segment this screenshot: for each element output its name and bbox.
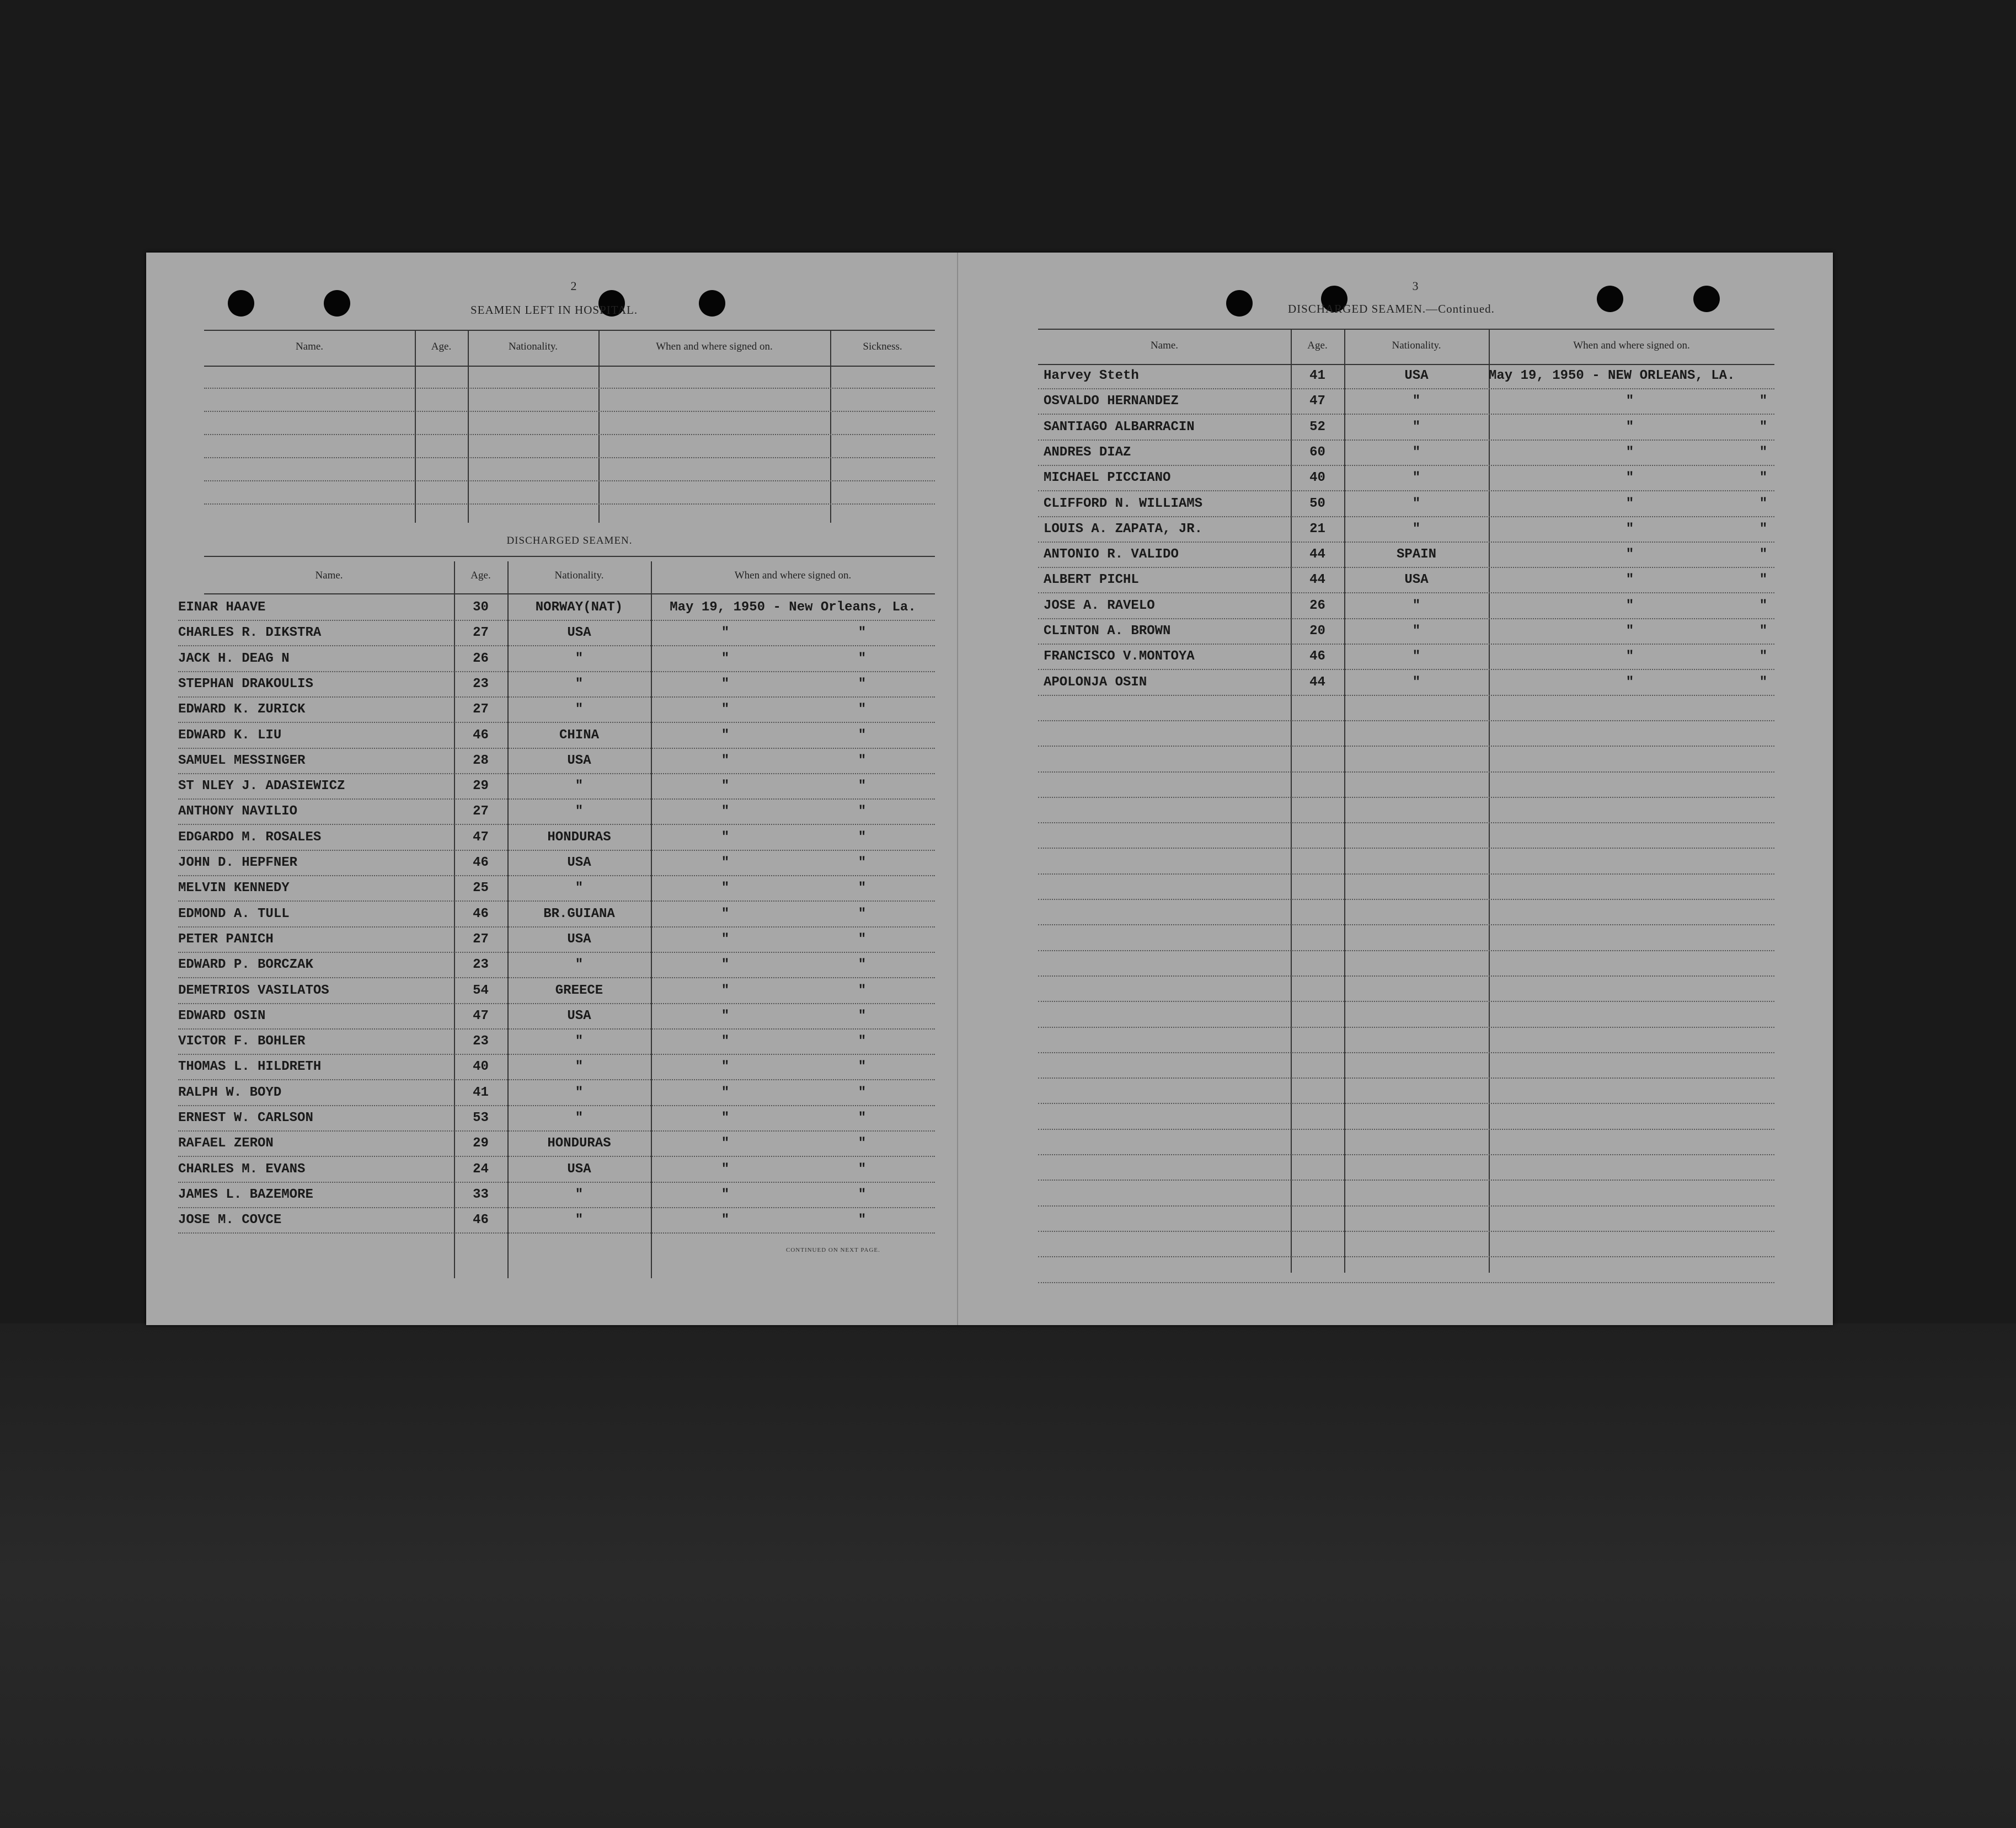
- seaman-nationality: CHINA: [559, 727, 599, 743]
- ditto-mark: ": [721, 727, 730, 743]
- ditto-mark: ": [721, 829, 730, 845]
- seaman-nationality: ": [575, 1085, 584, 1100]
- ruled-line: [178, 1130, 935, 1132]
- ruled-line: [1038, 924, 1774, 925]
- seaman-nationality: HONDURAS: [547, 1136, 611, 1151]
- ruled-line: [1038, 950, 1774, 951]
- seaman-age: 54: [473, 983, 489, 998]
- ruled-line: [1038, 1256, 1774, 1257]
- ditto-mark: ": [1759, 419, 1768, 435]
- right-page: [958, 253, 1833, 1325]
- ruled-line: [1038, 848, 1774, 849]
- document-sheet: [146, 253, 1833, 1325]
- header-signed-on: When and where signed on.: [656, 341, 773, 352]
- ditto-mark: ": [1759, 444, 1768, 460]
- ditto-mark: ": [858, 1085, 867, 1100]
- seaman-nationality: ": [575, 957, 584, 973]
- ruled-line: [178, 977, 935, 978]
- column-divider: [598, 330, 600, 523]
- ditto-mark: ": [721, 1213, 730, 1228]
- seaman-age: 25: [473, 881, 489, 896]
- ditto-mark: ": [1759, 649, 1768, 664]
- header-nationality: Nationality.: [554, 570, 604, 581]
- seaman-nationality: ": [1412, 470, 1421, 486]
- seaman-age: 33: [473, 1187, 489, 1202]
- ditto-mark: ": [721, 855, 730, 870]
- ruled-line: [1038, 439, 1774, 441]
- seaman-age: 60: [1309, 444, 1325, 460]
- seaman-name: ALBERT PICHL: [1044, 572, 1139, 588]
- ruled-line: [178, 722, 935, 723]
- seaman-name: SANTIAGO ALBARRACIN: [1044, 419, 1195, 435]
- ruled-line: [1038, 669, 1774, 670]
- seaman-age: 46: [473, 727, 489, 743]
- ruled-line: [178, 1003, 935, 1004]
- ditto-mark: ": [721, 1111, 730, 1125]
- header-name: Name.: [1150, 340, 1179, 351]
- ditto-mark: ": [721, 983, 730, 998]
- seaman-name: EINAR HAAVE: [178, 600, 266, 615]
- seaman-age: 40: [473, 1059, 489, 1075]
- seaman-nationality: USA: [567, 625, 591, 641]
- page-number: 2: [570, 279, 577, 293]
- ruled-line: [1038, 1129, 1774, 1130]
- ruled-line: [178, 773, 935, 774]
- column-divider: [468, 330, 469, 523]
- column-divider: [830, 330, 831, 523]
- seaman-name: ANDRES DIAZ: [1044, 444, 1131, 460]
- ditto-mark: ": [1759, 572, 1768, 588]
- ruled-line: [1038, 1103, 1774, 1104]
- seaman-age: 23: [473, 1034, 489, 1049]
- ditto-mark: ": [858, 779, 867, 794]
- seaman-age: 27: [473, 804, 489, 819]
- seaman-name: EDWARD P. BORCZAK: [178, 957, 313, 973]
- ditto-mark: ": [721, 1085, 730, 1100]
- seaman-name: EDWARD OSIN: [178, 1008, 266, 1023]
- table-rule: [204, 556, 935, 557]
- ruled-line: [1038, 542, 1774, 543]
- seaman-nationality: USA: [1404, 368, 1429, 383]
- ruled-line: [178, 798, 935, 800]
- ditto-mark: ": [1625, 394, 1634, 409]
- seaman-name: CLINTON A. BROWN: [1044, 624, 1171, 639]
- seaman-name: EDWARD K. LIU: [178, 727, 282, 743]
- seaman-nationality: USA: [567, 753, 591, 768]
- seaman-age: 46: [1309, 649, 1325, 664]
- seaman-name: EDGARDO M. ROSALES: [178, 829, 322, 845]
- ditto-mark: ": [1625, 674, 1634, 690]
- ditto-mark: ": [858, 1187, 867, 1202]
- header-age: Age.: [1307, 340, 1328, 351]
- seaman-nationality: ": [575, 1111, 584, 1125]
- ditto-mark: ": [1759, 496, 1768, 511]
- ruled-line: [1038, 567, 1774, 568]
- ditto-mark: ": [858, 1008, 867, 1023]
- ditto-mark: ": [858, 957, 867, 973]
- ruled-line: [178, 1232, 935, 1234]
- seaman-age: 50: [1309, 496, 1325, 511]
- ditto-mark: ": [858, 1136, 867, 1151]
- ruled-line: [178, 1105, 935, 1106]
- ruled-line: [204, 434, 935, 435]
- seaman-name: CHARLES R. DIKSTRA: [178, 625, 322, 641]
- ruled-line: [1038, 490, 1774, 491]
- ditto-mark: ": [858, 727, 867, 743]
- ruled-line: [1038, 1282, 1774, 1283]
- ruled-line: [1038, 1027, 1774, 1028]
- seaman-age: 46: [473, 855, 489, 870]
- ditto-mark: ": [1625, 470, 1634, 486]
- ruled-line: [178, 1156, 935, 1157]
- ruled-line: [178, 645, 935, 646]
- ruled-line: [178, 1207, 935, 1208]
- seaman-age: 24: [473, 1161, 489, 1177]
- seaman-nationality: ": [575, 676, 584, 691]
- ditto-mark: ": [1625, 598, 1634, 613]
- seaman-nationality: ": [1412, 674, 1421, 690]
- ditto-mark: ": [721, 906, 730, 921]
- seaman-nationality: ": [1412, 624, 1421, 639]
- ditto-mark: ": [1759, 547, 1768, 562]
- seaman-nationality: HONDURAS: [547, 829, 611, 845]
- ditto-mark: ": [721, 1034, 730, 1049]
- seaman-name: MICHAEL PICCIANO: [1044, 470, 1171, 486]
- ruled-line: [1038, 797, 1774, 798]
- seaman-nationality: NORWAY(NAT): [535, 600, 623, 615]
- seaman-name: JOSE A. RAVELO: [1044, 598, 1155, 613]
- seaman-age: 27: [473, 625, 489, 641]
- page-number: 3: [1412, 279, 1419, 293]
- ruled-line: [1038, 771, 1774, 773]
- ruled-line: [178, 671, 935, 672]
- seaman-age: 53: [473, 1111, 489, 1125]
- ruled-line: [1038, 388, 1774, 389]
- discharged-section-title: DISCHARGED SEAMEN.: [506, 535, 633, 546]
- signed-on: May 19, 1950 - New Orleans, La.: [670, 600, 916, 615]
- ruled-line: [1038, 465, 1774, 466]
- ditto-mark: ": [1625, 624, 1634, 639]
- column-divider: [651, 561, 652, 1278]
- continued-section-title: DISCHARGED SEAMEN.—Continued.: [1288, 302, 1495, 315]
- seaman-nationality: ": [1412, 394, 1421, 409]
- ditto-mark: ": [858, 1111, 867, 1125]
- ditto-mark: ": [721, 881, 730, 896]
- ruled-line: [178, 875, 935, 876]
- header-signed-on: When and where signed on.: [734, 570, 852, 581]
- ditto-mark: ": [858, 702, 867, 717]
- ditto-mark: ": [721, 779, 730, 794]
- seaman-name: RAFAEL ZERON: [178, 1136, 274, 1151]
- ditto-mark: ": [721, 702, 730, 717]
- seaman-nationality: ": [575, 1034, 584, 1049]
- seaman-name: THOMAS L. HILDRETH: [178, 1059, 322, 1075]
- header-sickness: Sickness.: [863, 341, 902, 352]
- ruled-line: [1038, 1205, 1774, 1207]
- seaman-age: 27: [473, 931, 489, 947]
- seaman-name: PETER PANICH: [178, 931, 274, 947]
- ruled-line: [204, 411, 935, 412]
- ruled-line: [178, 1028, 935, 1030]
- ruled-line: [178, 748, 935, 749]
- seaman-name: EDWARD K. ZURICK: [178, 702, 306, 717]
- ruled-line: [1038, 695, 1774, 696]
- ditto-mark: ": [858, 753, 867, 768]
- column-divider: [415, 330, 416, 523]
- seaman-name: ANTHONY NAVILIO: [178, 804, 298, 819]
- ditto-mark: ": [721, 753, 730, 768]
- ditto-mark: ": [858, 676, 867, 691]
- seaman-nationality: ": [1412, 419, 1421, 435]
- ruled-line: [178, 900, 935, 902]
- table-rule: [1038, 364, 1774, 365]
- seaman-age: 47: [473, 1008, 489, 1023]
- ditto-mark: ": [1625, 444, 1634, 460]
- ditto-mark: ": [858, 1213, 867, 1228]
- seaman-name: MELVIN KENNEDY: [178, 881, 290, 896]
- seaman-name: Harvey Steth: [1044, 368, 1139, 383]
- ruled-line: [1038, 720, 1774, 721]
- ditto-mark: ": [721, 1161, 730, 1177]
- seaman-age: 44: [1309, 547, 1325, 562]
- ditto-mark: ": [858, 1034, 867, 1049]
- ditto-mark: ": [858, 1059, 867, 1075]
- column-divider: [1489, 330, 1490, 1273]
- seaman-name: ERNEST W. CARLSON: [178, 1111, 313, 1125]
- seaman-age: 41: [473, 1085, 489, 1100]
- table-rule: [204, 366, 935, 367]
- ruled-line: [178, 620, 935, 621]
- ruled-line: [178, 1079, 935, 1080]
- seaman-age: 44: [1309, 674, 1325, 690]
- ditto-mark: ": [1759, 598, 1768, 613]
- ruled-line: [178, 926, 935, 928]
- ditto-mark: ": [858, 881, 867, 896]
- seaman-nationality: BR.GUIANA: [543, 906, 615, 921]
- seaman-name: FRANCISCO V.MONTOYA: [1044, 649, 1195, 664]
- seaman-name: EDMOND A. TULL: [178, 906, 290, 921]
- ditto-mark: ": [858, 855, 867, 870]
- ruled-line: [1038, 899, 1774, 900]
- ditto-mark: ": [721, 1136, 730, 1151]
- seaman-nationality: ": [1412, 598, 1421, 613]
- seaman-age: 46: [473, 1213, 489, 1228]
- seaman-name: JOHN D. HEPFNER: [178, 855, 298, 870]
- ruled-line: [1038, 1001, 1774, 1002]
- seaman-name: APOLONJA OSIN: [1044, 674, 1147, 690]
- seaman-name: JOSE M. COVCE: [178, 1213, 282, 1228]
- header-age: Age.: [470, 570, 491, 581]
- ruled-line: [204, 457, 935, 458]
- seaman-age: 23: [473, 957, 489, 973]
- ruled-line: [178, 850, 935, 851]
- seaman-age: 52: [1309, 419, 1325, 435]
- ruled-line: [178, 952, 935, 953]
- seaman-nationality: ": [575, 651, 584, 666]
- ruled-line: [1038, 592, 1774, 593]
- seaman-age: 21: [1309, 521, 1325, 537]
- seaman-age: 41: [1309, 368, 1325, 383]
- ditto-mark: ": [858, 829, 867, 845]
- seaman-age: 40: [1309, 470, 1325, 486]
- left-page: [146, 253, 957, 1325]
- seaman-age: 30: [473, 600, 489, 615]
- seaman-nationality: GREECE: [555, 983, 603, 998]
- ruled-line: [178, 824, 935, 825]
- header-signed-on: When and where signed on.: [1573, 340, 1690, 351]
- ruled-line: [204, 480, 935, 481]
- table-rule: [1038, 329, 1774, 330]
- ditto-mark: ": [1625, 547, 1634, 562]
- seaman-name: ANTONIO R. VALIDO: [1044, 547, 1179, 562]
- seaman-age: 44: [1309, 572, 1325, 588]
- seaman-nationality: ": [575, 779, 584, 794]
- ruled-line: [1038, 414, 1774, 415]
- seaman-name: JACK H. DEAG N: [178, 651, 290, 666]
- seaman-nationality: SPAIN: [1396, 547, 1436, 562]
- seaman-age: 23: [473, 676, 489, 691]
- seaman-age: 47: [1309, 394, 1325, 409]
- seaman-nationality: USA: [567, 931, 591, 947]
- ditto-mark: ": [1759, 624, 1768, 639]
- ruled-line: [1038, 1231, 1774, 1232]
- ruled-line: [1038, 873, 1774, 875]
- seaman-nationality: ": [1412, 496, 1421, 511]
- ditto-mark: ": [1759, 394, 1768, 409]
- ditto-mark: ": [721, 1187, 730, 1202]
- ditto-mark: ": [1625, 649, 1634, 664]
- seaman-nationality: USA: [567, 1161, 591, 1177]
- dark-background: [0, 1323, 2016, 1828]
- seaman-age: 29: [473, 779, 489, 794]
- seaman-name: JAMES L. BAZEMORE: [178, 1187, 313, 1202]
- ruled-line: [178, 1182, 935, 1183]
- ruled-line: [1038, 1180, 1774, 1181]
- seaman-name: VICTOR F. BOHLER: [178, 1034, 306, 1049]
- ditto-mark: ": [858, 1161, 867, 1177]
- seaman-age: 26: [1309, 598, 1325, 613]
- continued-note: CONTINUED ON NEXT PAGE.: [786, 1247, 880, 1253]
- header-name: Name.: [295, 341, 324, 352]
- header-nationality: Nationality.: [1392, 340, 1441, 351]
- ditto-mark: ": [721, 1008, 730, 1023]
- ditto-mark: ": [721, 957, 730, 973]
- seaman-name: RALPH W. BOYD: [178, 1085, 282, 1100]
- ditto-mark: ": [721, 625, 730, 641]
- ditto-mark: ": [858, 983, 867, 998]
- ditto-mark: ": [858, 651, 867, 666]
- ruled-line: [204, 503, 935, 505]
- seaman-age: 26: [473, 651, 489, 666]
- ditto-mark: ": [721, 804, 730, 819]
- header-name: Name.: [315, 570, 343, 581]
- seaman-nationality: USA: [567, 855, 591, 870]
- ruled-line: [1038, 975, 1774, 977]
- ditto-mark: ": [858, 906, 867, 921]
- ditto-mark: ": [1759, 470, 1768, 486]
- hospital-section-title: SEAMEN LEFT IN HOSPITAL.: [470, 303, 638, 317]
- seaman-name: ST NLEY J. ADASIEWICZ: [178, 779, 345, 794]
- seaman-name: DEMETRIOS VASILATOS: [178, 983, 329, 998]
- seaman-age: 20: [1309, 624, 1325, 639]
- header-age: Age.: [431, 341, 452, 352]
- ruled-line: [1038, 746, 1774, 747]
- seaman-age: 29: [473, 1136, 489, 1151]
- table-rule: [204, 330, 935, 331]
- seaman-age: 28: [473, 753, 489, 768]
- seaman-age: 27: [473, 702, 489, 717]
- seaman-nationality: USA: [567, 1008, 591, 1023]
- seaman-nationality: ": [575, 1213, 584, 1228]
- seaman-nationality: ": [1412, 521, 1421, 537]
- ruled-line: [1038, 644, 1774, 645]
- ruled-line: [1038, 1077, 1774, 1079]
- ditto-mark: ": [721, 1059, 730, 1075]
- ditto-mark: ": [1625, 419, 1634, 435]
- ditto-mark: ": [1625, 572, 1634, 588]
- ditto-mark: ": [858, 625, 867, 641]
- seaman-nationality: ": [575, 702, 584, 717]
- ditto-mark: ": [1625, 496, 1634, 511]
- seaman-age: 46: [473, 906, 489, 921]
- seaman-nationality: ": [575, 1187, 584, 1202]
- seaman-nationality: ": [575, 881, 584, 896]
- signed-on: May 19, 1950 - NEW ORLEANS, LA.: [1489, 368, 1735, 383]
- seaman-age: 47: [473, 829, 489, 845]
- seaman-name: STEPHAN DRAKOULIS: [178, 676, 313, 691]
- ditto-mark: ": [721, 651, 730, 666]
- seaman-name: OSVALDO HERNANDEZ: [1044, 394, 1179, 409]
- seaman-name: LOUIS A. ZAPATA, JR.: [1044, 521, 1203, 537]
- ditto-mark: ": [858, 804, 867, 819]
- seaman-nationality: ": [1412, 444, 1421, 460]
- ditto-mark: ": [721, 931, 730, 947]
- ruled-line: [178, 1054, 935, 1055]
- ditto-mark: ": [1625, 521, 1634, 537]
- seaman-name: SAMUEL MESSINGER: [178, 753, 306, 768]
- ruled-line: [204, 388, 935, 389]
- ruled-line: [1038, 822, 1774, 823]
- seaman-name: CHARLES M. EVANS: [178, 1161, 306, 1177]
- table-rule: [204, 593, 935, 594]
- seaman-name: CLIFFORD N. WILLIAMS: [1044, 496, 1203, 511]
- ruled-line: [178, 696, 935, 698]
- seaman-nationality: ": [575, 804, 584, 819]
- seaman-nationality: USA: [1404, 572, 1429, 588]
- ruled-line: [1038, 1052, 1774, 1053]
- seaman-nationality: ": [575, 1059, 584, 1075]
- header-nationality: Nationality.: [509, 341, 558, 352]
- ditto-mark: ": [1759, 521, 1768, 537]
- ruled-line: [1038, 618, 1774, 619]
- ditto-mark: ": [721, 676, 730, 691]
- ditto-mark: ": [858, 931, 867, 947]
- seaman-nationality: ": [1412, 649, 1421, 664]
- ditto-mark: ": [1759, 674, 1768, 690]
- ruled-line: [1038, 516, 1774, 517]
- ruled-line: [1038, 1154, 1774, 1155]
